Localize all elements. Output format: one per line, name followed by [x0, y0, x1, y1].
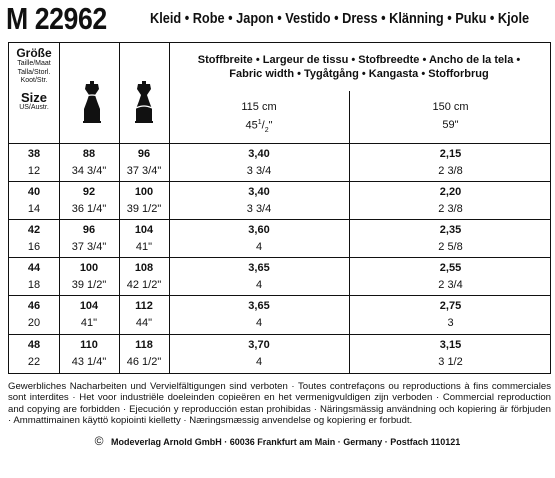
cell-w150-yd: 2 3/4	[438, 279, 463, 291]
fabric-width-header	[169, 53, 549, 81]
cell-hip-cm: 104	[134, 224, 154, 236]
cell-w115-yd: 4	[255, 279, 263, 291]
size-header-line: Talla/Storl.	[17, 68, 51, 76]
cell-w150-yd: 3	[447, 317, 454, 329]
cell-bust-in: 34 3/4"	[71, 165, 107, 177]
cell-w115-yd: 3 3/4	[246, 203, 272, 215]
cell-w150-m: 2,15	[439, 148, 462, 160]
cell-hip-in: 39 1/2"	[126, 203, 162, 215]
garment-names: Kleid • Robe • Japon • Vestido • Dress • Klänning • Puku • Kjole	[150, 10, 530, 27]
fabric-115-cm: 115 cm	[241, 101, 277, 113]
size-eu: 42	[27, 224, 41, 236]
size-us: 16	[27, 241, 41, 253]
copyright-notice: Gewerbliches Nacharbeiten und Vervielfältigungen sind verboten · Toutes contrefaçons ou reproductions à fins commerciales sont interdites · Het voor industriële doeleinden copieëren en het vermenigvuldigen zijn verboden · Commercial reproduction and copying are forbidden · Ejecución y reproducción estan prohibidas · Näringsmässig användning och kopiering är förbjuden · Ammattimainen käyttö kopiointi kielletty · Næringsmæssig anvendelse og kopiering er forbudt.	[8, 381, 551, 426]
cell-hip-in: 37 3/4"	[126, 165, 162, 177]
size-header-line: Taille/Maat	[17, 60, 51, 67]
size-us: 12	[27, 165, 41, 177]
size-us: 20	[27, 317, 41, 329]
cell-w150-m: 3,15	[439, 339, 462, 351]
cell-w115-yd: 4	[255, 356, 263, 368]
cell-hip-cm: 96	[137, 148, 151, 160]
size-eu: 46	[27, 300, 41, 312]
size-us: 18	[27, 279, 41, 291]
pattern-number: M 22962	[6, 1, 107, 36]
cell-w150-m: 2,75	[439, 300, 462, 312]
cell-hip-in: 44"	[135, 317, 153, 329]
fabric-150-cm: 150 cm	[432, 101, 469, 113]
cell-bust-in: 43 1/4"	[71, 356, 107, 368]
cell-w115-m: 3,65	[248, 300, 270, 312]
size-header-title: Größe	[16, 46, 52, 60]
cell-bust-in: 41"	[80, 317, 98, 329]
size-eu: 40	[27, 186, 41, 198]
publisher-footer	[0, 434, 555, 448]
row-divider	[9, 181, 550, 182]
fabric-width-line: Stoffbreite • Largeur de tissu • Stofbreedte • Ancho de la tela •	[197, 54, 521, 66]
cell-w115-yd: 4	[255, 317, 263, 329]
cell-bust-cm: 92	[82, 186, 96, 198]
cell-hip-in: 42 1/2"	[126, 279, 162, 291]
fabric-width-line: Fabric width • Tygåtgång • Kangasta • Stofforbrug	[229, 68, 489, 80]
size-eu: 44	[27, 262, 41, 274]
cell-hip-in: 41"	[135, 241, 153, 253]
cell-bust-in: 37 3/4"	[71, 241, 107, 253]
row-divider	[9, 295, 550, 296]
cell-hip-cm: 108	[134, 262, 154, 274]
bust-dress-form-icon	[81, 81, 103, 130]
size-chart-table	[8, 42, 551, 374]
size-us: 14	[27, 203, 41, 215]
size-header-line: Koot/Str.	[20, 77, 48, 84]
cell-w115-yd: 3 3/4	[246, 165, 272, 177]
cell-bust-cm: 96	[82, 224, 96, 236]
row-divider	[9, 143, 550, 144]
cell-bust-in: 36 1/4"	[71, 203, 107, 215]
size-eu: 38	[27, 148, 41, 160]
cell-w150-m: 2,35	[439, 224, 462, 236]
hip-dress-form-icon	[133, 81, 155, 130]
size-us: 22	[27, 356, 41, 368]
fabric-115-inch: $45^1/_2$"	[245, 119, 273, 134]
cell-bust-cm: 110	[80, 339, 98, 351]
cell-bust-cm: 88	[82, 148, 96, 160]
size-eu: 48	[27, 339, 41, 351]
cell-w115-m: 3,70	[248, 339, 270, 351]
cell-bust-in: 39 1/2"	[71, 279, 107, 291]
row-divider	[9, 219, 550, 220]
cell-w150-yd: 3 1/2	[438, 356, 463, 368]
cell-w150-yd: 2 3/8	[438, 165, 463, 177]
cell-hip-in: 46 1/2"	[126, 356, 162, 368]
size-header-us: US/Austr.	[19, 103, 49, 111]
cell-w150-yd: 2 5/8	[438, 241, 463, 253]
cell-w150-m: 2,20	[439, 186, 462, 198]
cell-w115-m: 3,60	[248, 224, 270, 236]
cell-w115-m: 3,65	[248, 262, 270, 274]
publisher-address: Modeverlag Arnold GmbH · 60036 Frankfurt am Main · Germany · Postfach 110121	[111, 437, 461, 447]
cell-hip-cm: 118	[135, 339, 153, 351]
cell-bust-cm: 100	[79, 262, 99, 274]
fabric-150-inch: 59"	[442, 119, 459, 131]
row-divider	[9, 257, 550, 258]
cell-hip-cm: 112	[135, 300, 153, 312]
cell-w150-m: 2,55	[439, 262, 462, 274]
size-header	[9, 47, 59, 112]
copyright-symbol: ©	[94, 434, 104, 448]
row-divider	[9, 334, 550, 335]
cell-w115-m: 3,40	[248, 148, 270, 160]
cell-bust-cm: 104	[79, 300, 99, 312]
cell-w150-yd: 2 3/8	[438, 203, 463, 215]
cell-w115-yd: 4	[255, 241, 263, 253]
cell-w115-m: 3,40	[248, 186, 270, 198]
cell-hip-cm: 100	[134, 186, 154, 198]
size-header-size: Size	[20, 89, 47, 105]
